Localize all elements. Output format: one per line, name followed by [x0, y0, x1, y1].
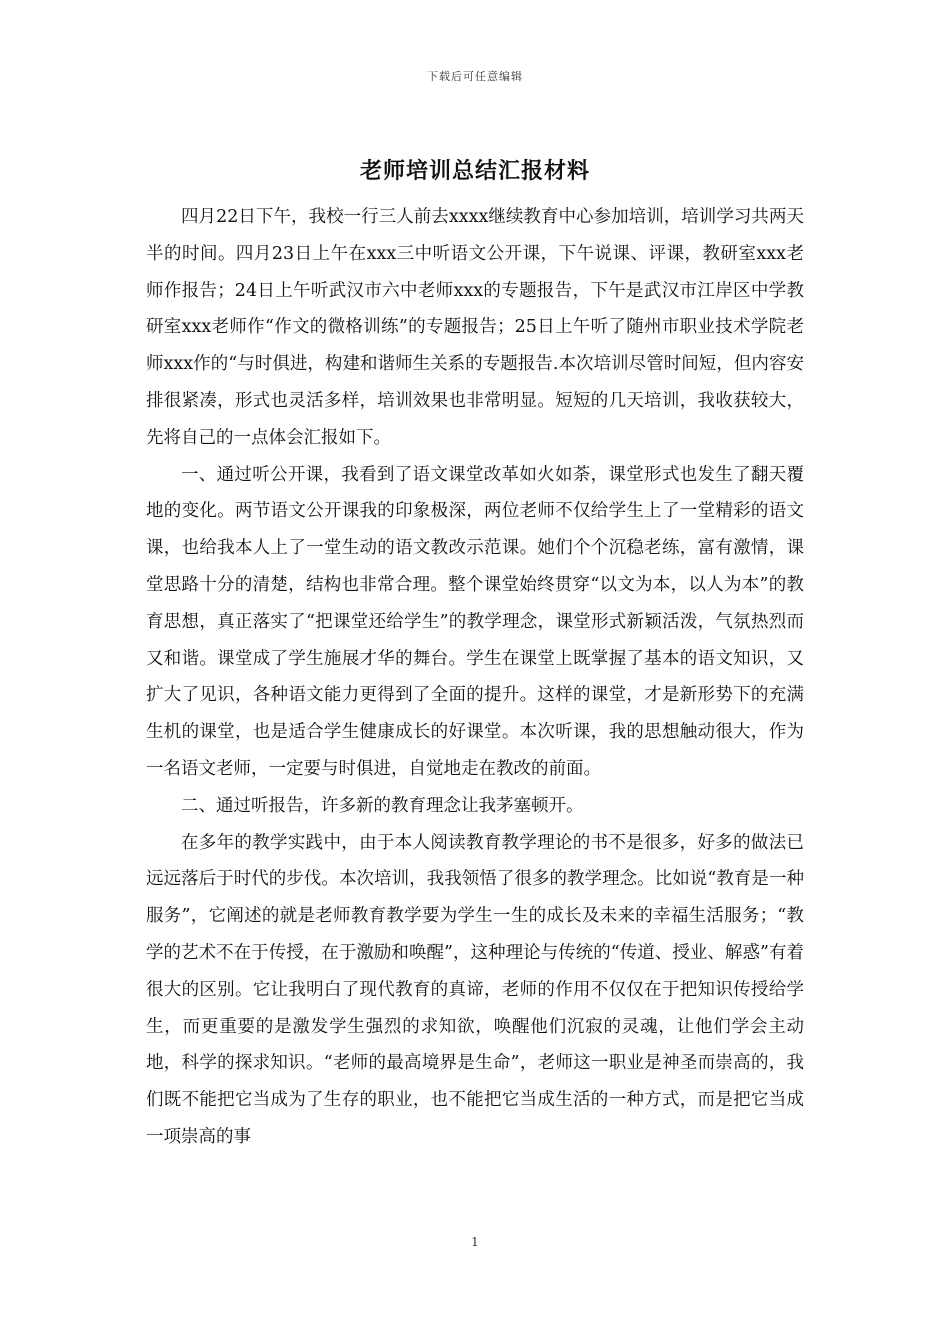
document-body	[146, 199, 804, 1156]
paragraph-section-one: 一、通过听公开课，我看到了语文课堂改革如火如荼，课堂形式也发生了翻天覆地的变化。两节语文公开课我的印象极深，两位老师不仅给学生上了一堂精彩的语文课，也给我本人上了一堂生动的语文教改示范课。她们个个沉稳老练，富有激情，课堂思路十分的清楚，结构也非常合理。整个课堂始终贯穿“以文为本，以人为本”的教育思想，真正落实了“把课堂还给学生”的教学理念，课堂形式新颖活泼，气氛热烈而又和谐。课堂成了学生施展才华的舞台。学生在课堂上既掌握了基本的语文知识，又扩大了见识，各种语文能力更得到了全面的提升。这样的课堂，才是新形势下的充满生机的课堂，也是适合学生健康成长的好课堂。本次听课，我的思想触动很大，作为一名语文老师，一定要与时俱进，自觉地走在教改的前面。	[146, 464, 804, 779]
paragraph-intro: 四月22日下午，我校一行三人前去xxxx继续教育中心参加培训，培训学习共两天半的时间。四月23日上午在xxx三中听语文公开课，下午说课、评课，教研室xxx老师作报告；24日上午听武汉市六中老师xxx的专题报告，下午是武汉市江岸区中学教研室xxx老师作“作文的微格训练”的专题报告；25日上午听了随州市职业技术学院老师xxx作的“与时俱进，构建和谐师生关系的专题报告.本次培训尽管时间短，但内容安排很紧凑，形式也灵活多样，培训效果也非常明显。短短的几天培训，我收获较大，先将自己的一点体会汇报如下。	[146, 207, 804, 448]
page-number: 1	[471, 1235, 479, 1249]
paragraph-section-two-heading: 二、通过听报告，许多新的教育理念让我茅塞顿开。	[181, 795, 584, 816]
header-note: 下载后可任意编辑	[427, 70, 523, 83]
document-title: 老师培训总结汇报材料	[359, 158, 590, 184]
paragraph-section-two-body: 在多年的教学实践中，由于本人阅读教育教学理论的书不是很多，好多的做法已远远落后于时代的步伐。本次培训，我我领悟了很多的教学理念。比如说“教育是一种服务”，它阐述的就是老师教育教学要为学生一生的成长及未来的幸福生活服务；“教学的艺术不在于传授，在于激励和唤醒”，这种理论与传统的“传道、授业、解惑”有着很大的区别。它让我明白了现代教育的真谛，老师的作用不仅仅在于把知识传授给学生，而更重要的是激发学生强烈的求知欲，唤醒他们沉寂的灵魂，让他们学会主动地，科学的探求知识。“老师的最高境界是生命”，老师这一职业是神圣而崇高的，我们既不能把它当成为了生存的职业，也不能把它当成生活的一种方式，而是把它当成一项崇高的事	[146, 832, 804, 1147]
